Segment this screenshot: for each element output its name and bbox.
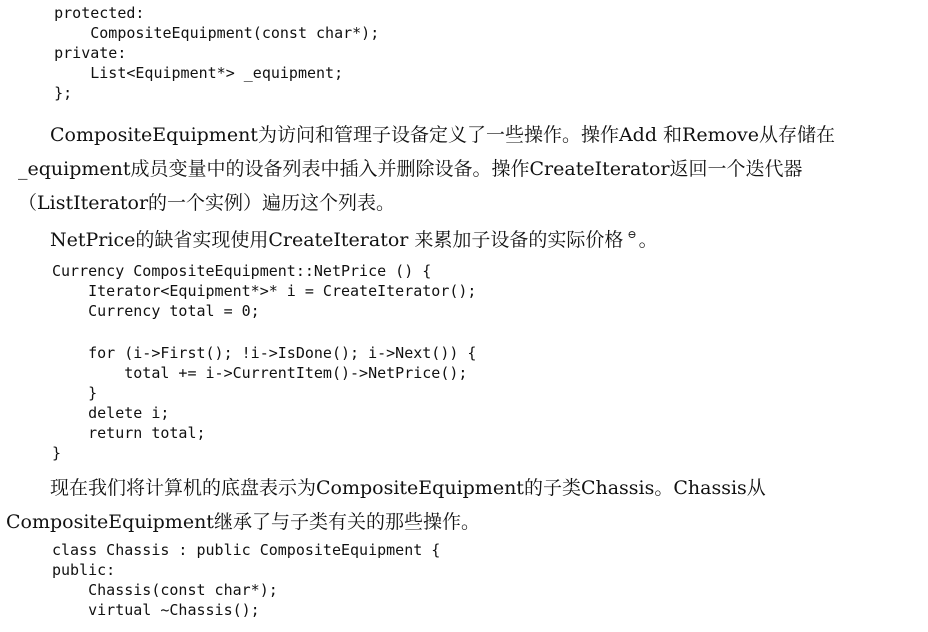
code-line: Currency CompositeEquipment::NetPrice () { bbox=[52, 262, 432, 280]
paragraph-line: _equipment成员变量中的设备列表中插入并删除设备。操作CreateIterator返回一个迭代器 bbox=[18, 158, 803, 180]
paragraph-end: 。 bbox=[638, 229, 658, 251]
paragraph-text: NetPrice的缺省实现使用CreateIterator 来累加子设备的实际价格 bbox=[50, 229, 624, 251]
code-line: private: bbox=[18, 44, 127, 62]
code-line: Chassis(const char*); bbox=[52, 581, 278, 599]
code-line: } bbox=[52, 384, 98, 402]
code-line: return total; bbox=[52, 424, 206, 442]
paragraph-composite-operations bbox=[18, 118, 835, 220]
code-block-protected-private bbox=[18, 3, 379, 103]
code-line: CompositeEquipment(const char*); bbox=[18, 24, 380, 42]
paragraph-line: CompositeEquipment为访问和管理子设备定义了一些操作。操作Add 和Remove从存储在 bbox=[50, 124, 836, 146]
code-line bbox=[52, 321, 476, 343]
paragraph-line: 现在我们将计算机的底盘表示为CompositeEquipment的子类Chassis。Chassis从 bbox=[50, 477, 766, 499]
code-line: public: bbox=[52, 561, 116, 579]
code-line: for (i->First(); !i->IsDone(); i->Next()) { bbox=[52, 344, 477, 362]
code-line: Iterator<Equipment*>* i = CreateIterator(); bbox=[52, 282, 477, 300]
code-line: } bbox=[52, 444, 62, 462]
code-line: total += i->CurrentItem()->NetPrice(); bbox=[52, 364, 468, 382]
paragraph-line: CompositeEquipment继承了与子类有关的那些操作。 bbox=[6, 511, 480, 533]
code-line: class Chassis : public CompositeEquipment { bbox=[52, 541, 441, 559]
code-line: protected: bbox=[18, 4, 145, 22]
footnote-mark: ⊖ bbox=[627, 228, 637, 241]
paragraph-chassis bbox=[6, 471, 766, 539]
code-block-chassis bbox=[52, 540, 440, 620]
paragraph-netprice bbox=[50, 218, 658, 257]
code-line: List<Equipment*> _equipment; bbox=[18, 64, 344, 82]
paragraph-line: （ListIterator的一个实例）遍历这个列表。 bbox=[18, 192, 396, 214]
code-line: delete i; bbox=[52, 404, 170, 422]
code-line: }; bbox=[18, 84, 73, 102]
code-line: virtual ~Chassis(); bbox=[52, 601, 260, 619]
code-line: Currency total = 0; bbox=[52, 302, 260, 320]
code-block-netprice bbox=[52, 261, 476, 463]
